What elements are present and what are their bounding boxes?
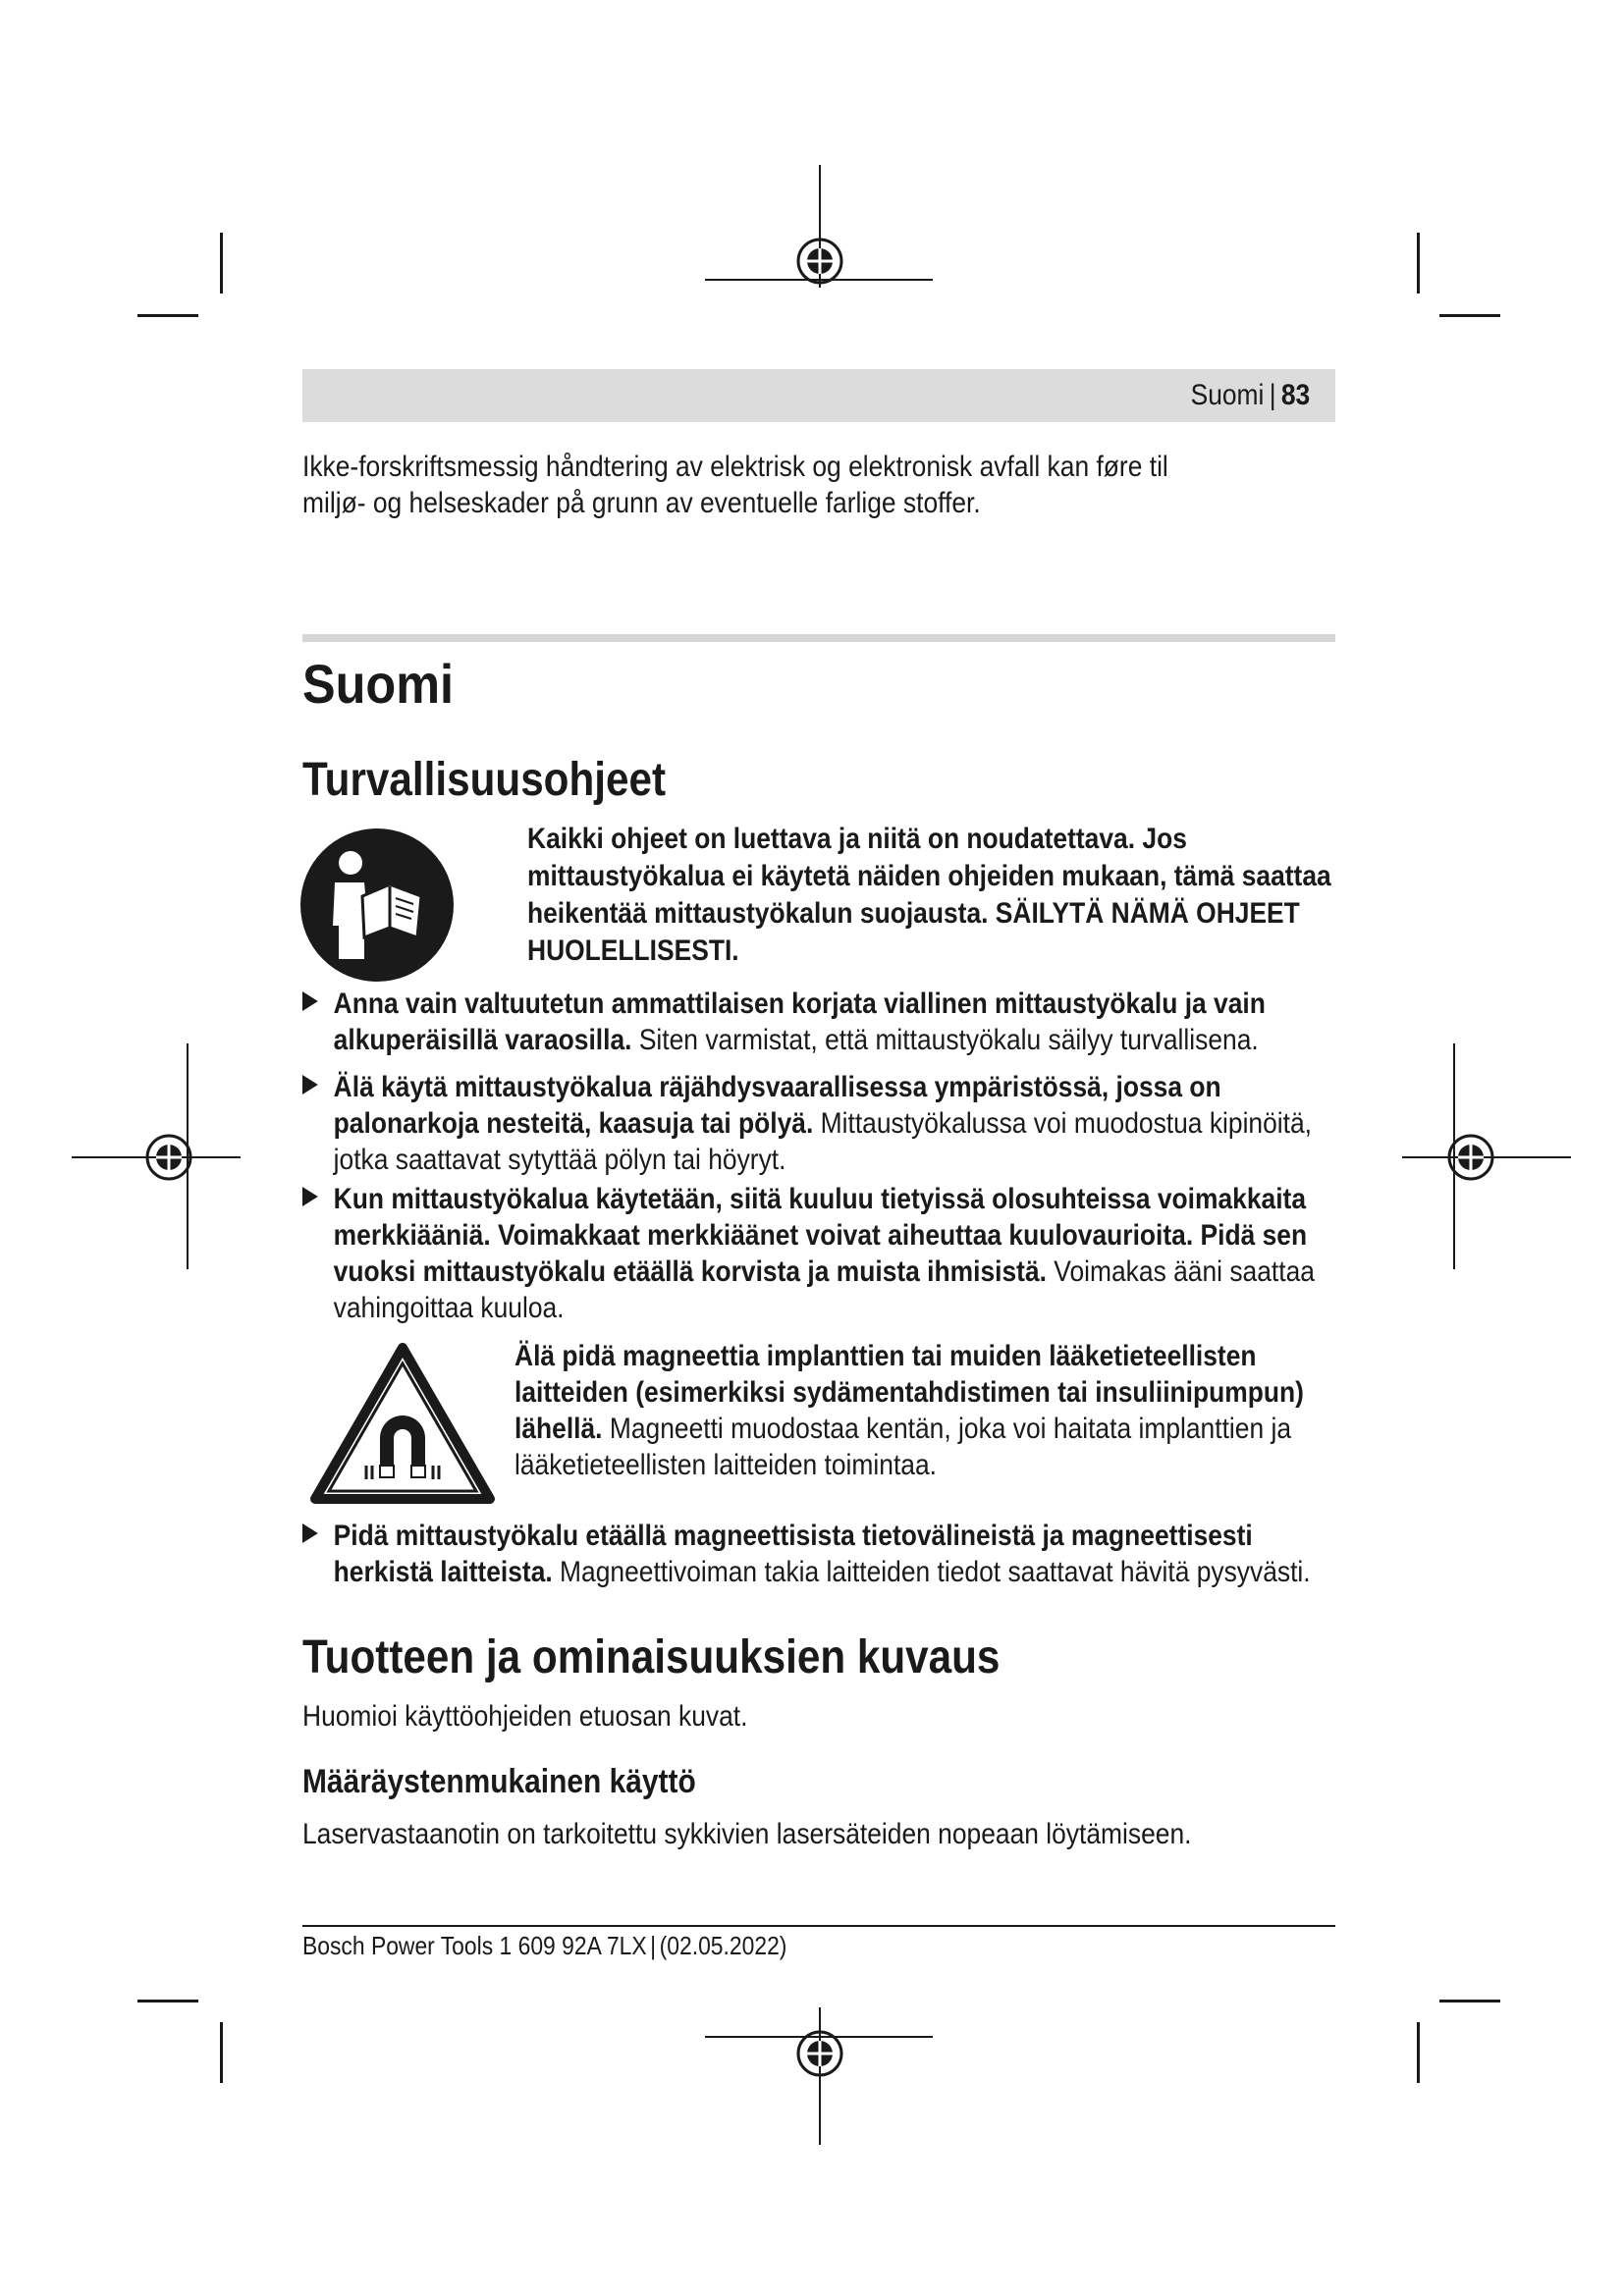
registration-mark-icon (790, 232, 849, 291)
page-footer (302, 1931, 786, 1961)
bullet-arrow-icon (302, 1075, 318, 1095)
bullet-bold: Anna vain valtuutetun ammattilaisen korjata viallinen mittaustyökalu ja vain alkuperäisillä varaosilla. (333, 988, 1266, 1056)
crop-mark (137, 2000, 198, 2002)
crop-mark (137, 314, 198, 317)
list-item (302, 1181, 1335, 1326)
bullet-arrow-icon (302, 1187, 318, 1206)
bullet-text: Siten varmistat, että mittaustyökalu säilyy turvallisena. (638, 1024, 1259, 1056)
registration-mark-icon (1441, 1128, 1500, 1187)
page-header (302, 369, 1335, 422)
bullet-text: Voimakas ääni saattaa vahingoittaa kuuloa. (333, 1255, 1315, 1324)
read-manual-icon (299, 828, 455, 983)
running-header (1190, 379, 1310, 412)
crop-mark (1439, 314, 1500, 317)
footer-doc-number: 1 609 92A 7LX (499, 1931, 647, 1960)
page-title: Suomi (302, 653, 455, 715)
safety-intro: Kaikki ohjeet on luettava ja niitä on noudatettava. Jos mittaustyökalua ei käytetä näiden ohjeiden mukaan, tämä saattaa heikentää mittaustyökalun suojausta. SÄILYTÄ NÄMÄ OHJEET HUOLELLISESTI. (527, 823, 1331, 967)
registration-mark-icon (139, 1128, 198, 1187)
page-number: 83 (1280, 379, 1310, 411)
product-heading: Tuotteen ja ominaisuuksien kuvaus (302, 1631, 1001, 1683)
magnet-warning-bold: Älä pidä magneettia implanttien tai muiden lääketieteellisten laitteiden (esimerkiksi sydämentahdistimen tai insuliinipumpun) lähellä. (514, 1340, 1304, 1445)
safety-heading: Turvallisuusohjeet (302, 754, 667, 806)
registration-mark-icon (790, 2024, 849, 2083)
footer-divider (302, 1925, 1335, 1927)
bullet-bold: Pidä mittaustyökalu etäällä magneettisista tietovälineistä ja magneettisesti herkistä laitteista. (333, 1520, 1253, 1588)
list-item (302, 986, 1335, 1058)
section-divider (302, 634, 1335, 642)
crop-mark (1417, 2022, 1420, 2083)
bullet-bold: Älä käytä mittaustyökalua räjähdysvaarallisessa ympäristössä, jossa on palonarkoja nesteitä, kaasuja tai pölyä. (333, 1071, 1221, 1140)
bullet-arrow-icon (302, 1523, 318, 1543)
list-item (302, 1069, 1335, 1178)
product-note: Huomioi käyttöohjeiden etuosan kuvat. (302, 1700, 748, 1733)
header-section: Suomi (1190, 379, 1265, 411)
magnet-warning-normal: Magneetti muodostaa kentän, joka voi haitata implanttien ja lääketieteellisten laitteiden toimintaa. (514, 1413, 1292, 1481)
footer-publisher: Bosch Power Tools (302, 1931, 494, 1960)
footer-separator: | (650, 1931, 657, 1960)
header-separator: | (1269, 379, 1276, 411)
previous-section-text: Ikke-forskriftsmessig håndtering av elektrisk og elektronisk avfall kan føre til miljø- og helseskader på grunn av eventuelle farlige stoffer. (302, 451, 1168, 519)
bullet-bold: Kun mittaustyökalua käytetään, siitä kuuluu tietyissä olosuhteissa voimakkaita merkkiääniä. Voimakkaat merkkiäänet voivat aiheuttaa kuulovaurioita. Pidä sen vuoksi mittaustyökalu etäällä korvista ja muista ihmisistä. (333, 1183, 1308, 1288)
bullet-text: Magneettivoiman takia laitteiden tiedot saattavat hävitä pysyvästi. (560, 1556, 1311, 1588)
crop-mark (220, 233, 223, 294)
crop-mark (1417, 233, 1420, 294)
bullet-arrow-icon (302, 991, 318, 1011)
bullet-text: Mittaustyökalussa voi muodostua kipinöitä, jotka saattavat sytyttää pölyn tai höyryt. (333, 1107, 1313, 1176)
crop-mark (220, 2022, 223, 2083)
magnet-warning-text (514, 1338, 1333, 1483)
intended-use-heading: Määräystenmukainen käyttö (302, 1763, 696, 1800)
magnet-warning-icon (309, 1342, 496, 1505)
list-item (302, 1518, 1335, 1590)
footer-date: (02.05.2022) (659, 1931, 787, 1960)
crop-mark (1439, 2000, 1500, 2002)
intended-use-text: Laservastaanotin on tarkoitettu sykkivien lasersäteiden nopeaan löytämiseen. (302, 1818, 1192, 1850)
